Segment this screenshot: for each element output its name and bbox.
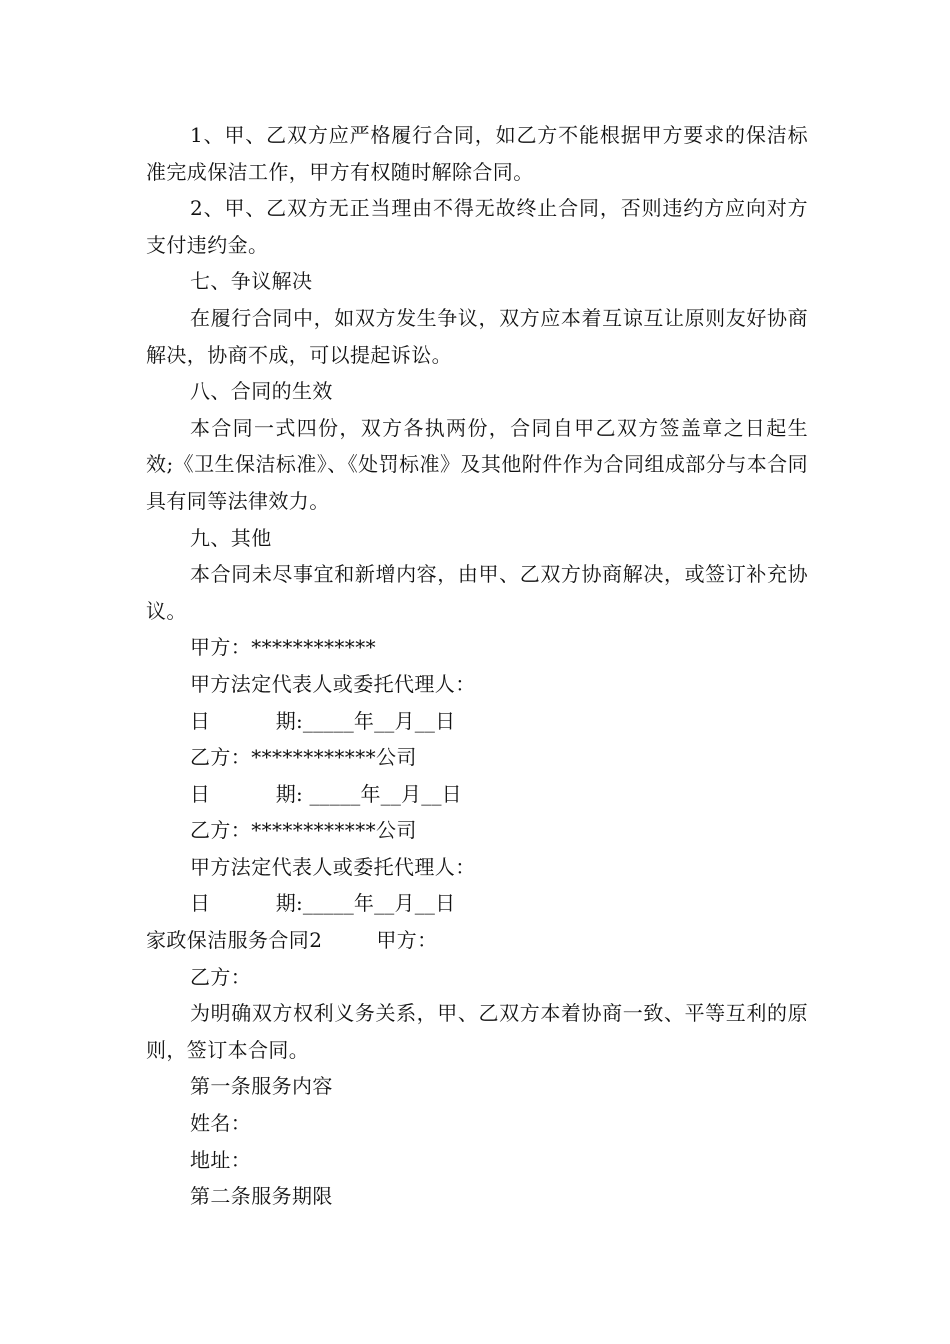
section-9-heading: 九、其他 [190,525,272,550]
document-page [146,117,808,1215]
name-field-line: 姓名： [190,1111,252,1136]
address-field-line: 地址： [190,1147,252,1172]
party-b-line: 乙方：************公司 [190,745,417,770]
date-line: 日 期:_____年__月__日 [190,708,456,733]
other-paragraph: 本合同未尽事宜和新增内容，由甲、乙双方协商解决，或签订补充协议。 [146,562,808,623]
section-7-heading: 七、争议解决 [190,269,313,294]
effect-paragraph: 本合同一式四份，双方各执两份，合同自甲乙双方签盖章之日起生效;《卫生保洁标准》、《处罚标准》及其他附件作为合同组成部分与本合同具有同等法律效力。 [146,415,808,513]
party-a-line: 甲方：************ [190,635,376,660]
party-a-representative-line: 甲方法定代表人或委托代理人： [190,854,476,879]
contract-2-title-line: 家政保洁服务合同2 甲方： [146,928,438,953]
contract-2-intro-paragraph: 为明确双方权利义务关系，甲、乙双方本着协商一致、平等互利的原则，签订本合同。 [146,1001,808,1062]
section-8-heading: 八、合同的生效 [190,379,333,404]
clause-1-paragraph: 1、甲、乙双方应严格履行合同，如乙方不能根据甲方要求的保洁标准完成保洁工作，甲方有权随时解除合同。 [146,123,808,184]
contract-2-party-b-line: 乙方： [190,964,252,989]
party-a-representative-line: 甲方法定代表人或委托代理人： [190,671,476,696]
party-b-line: 乙方：************公司 [190,818,417,843]
clause-2-paragraph: 2、甲、乙双方无正当理由不得无故终止合同，否则违约方应向对方支付违约金。 [146,196,808,257]
date-line: 日 期:_____年__月__日 [190,891,456,916]
dispute-paragraph: 在履行合同中，如双方发生争议，双方应本着互谅互让原则友好协商解决，协商不成，可以提起诉讼。 [146,305,808,367]
date-line: 日 期: _____年__月__日 [190,781,462,806]
article-1-heading: 第一条服务内容 [190,1074,333,1099]
article-2-heading: 第二条服务期限 [190,1184,333,1209]
